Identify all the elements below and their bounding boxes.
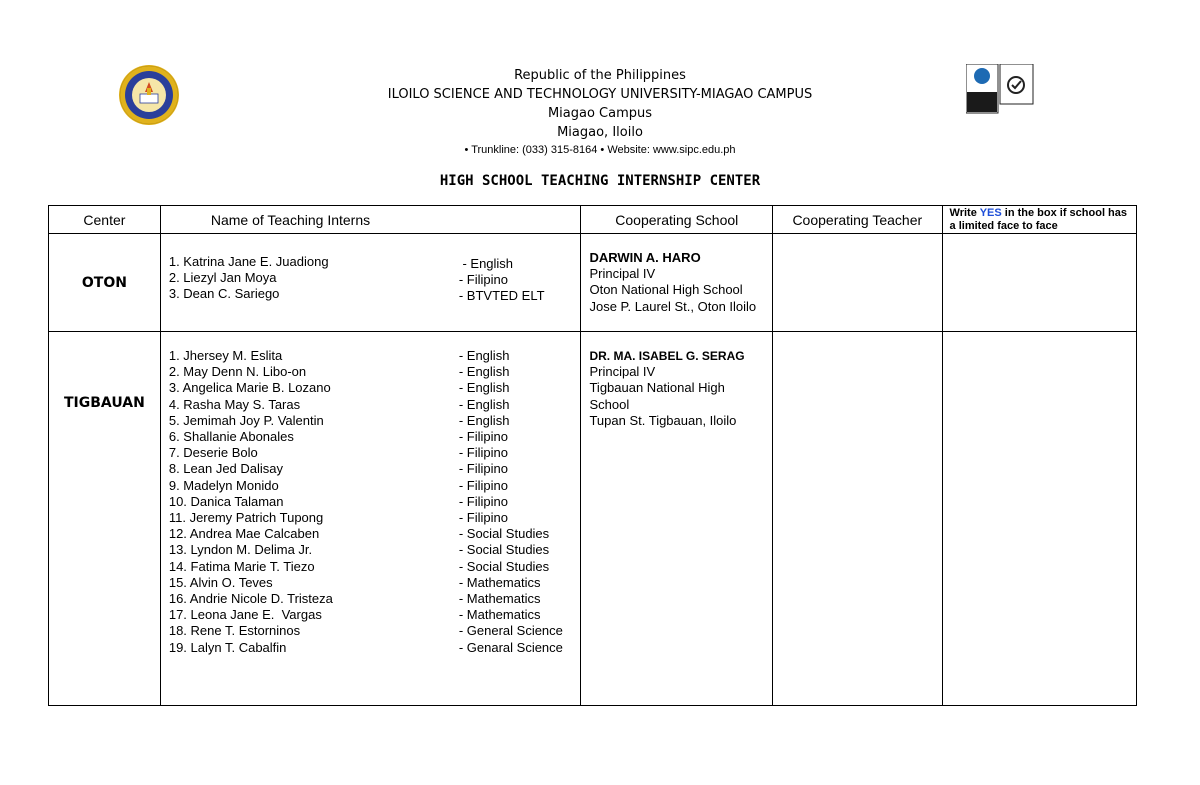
- page-title: HIGH SCHOOL TEACHING INTERNSHIP CENTER: [439, 173, 761, 189]
- limited-f2f-cell[interactable]: [942, 332, 1136, 706]
- intern-subject: - Filipino: [458, 493, 508, 509]
- header-contact: • Trunkline: (033) 315-8164 • Website: www.sipc.edu.ph: [464, 144, 736, 156]
- intern-item: [169, 623, 573, 639]
- intern-name: 3. Dean C. Sariego: [168, 286, 280, 302]
- intern-name: 7. Deserie Bolo: [168, 445, 258, 461]
- header-limited-f2f: [942, 206, 1136, 234]
- intern-name: 19. Lalyn T. Cabalfin: [168, 639, 287, 655]
- intern-item: [169, 445, 573, 461]
- intern-name: 12. Andrea Mae Calcaben: [168, 526, 320, 542]
- limited-f2f-cell[interactable]: [942, 234, 1136, 332]
- header-names: [160, 206, 581, 234]
- intern-subject: - Filipino: [458, 461, 508, 477]
- intern-item: [169, 526, 573, 542]
- header-location: Miagao, Iloilo: [557, 125, 643, 140]
- header-school: Cooperating School: [581, 206, 773, 234]
- intern-name: 6. Shallanie Abonales: [168, 429, 294, 445]
- document-header: [0, 66, 1200, 158]
- intern-subject: - Filipino: [458, 272, 508, 288]
- intern-subject: - English: [458, 348, 510, 363]
- intern-name: 17. Leona Jane E. Vargas: [168, 607, 322, 623]
- header-republic: Republic of the Philippines: [514, 68, 686, 83]
- intern-name: 2. Liezyl Jan Moya: [168, 270, 277, 286]
- intern-item: [169, 286, 573, 302]
- intern-subject: - Filipino: [458, 510, 508, 526]
- intern-item: [169, 494, 573, 510]
- intern-item: [169, 461, 573, 477]
- internship-table: [48, 205, 1137, 706]
- intern-item: [169, 380, 573, 396]
- intern-subject: - Filipino: [458, 477, 508, 493]
- intern-name: 13. Lyndon M. Delima Jr.: [168, 542, 313, 558]
- intern-item: [169, 607, 573, 623]
- teacher-cell[interactable]: [773, 234, 942, 332]
- school-line: Principal IV: [589, 364, 656, 380]
- header-yes-pre: Write: [949, 207, 980, 219]
- intern-subject: - English: [458, 256, 514, 271]
- intern-item: [169, 640, 573, 656]
- teacher-cell[interactable]: [773, 332, 942, 706]
- interns-cell: [160, 234, 581, 332]
- school-cell: [581, 332, 773, 706]
- intern-item: [169, 429, 573, 445]
- intern-subject: - Social Studies: [458, 526, 550, 542]
- intern-subject: - English: [458, 396, 510, 412]
- school-line: Jose P. Laurel St., Oton Iloilo: [589, 298, 757, 314]
- table-row: [49, 234, 1137, 332]
- intern-name: 1. Jhersey M. Eslita: [168, 348, 283, 363]
- intern-item: [169, 270, 573, 286]
- center-cell: [49, 332, 161, 706]
- intern-subject: - BTVTED ELT: [458, 288, 545, 304]
- table-row: [49, 332, 1137, 706]
- intern-item: [169, 254, 573, 270]
- intern-name: 18. Rene T. Estorninos: [168, 623, 301, 639]
- school-line: Tigbauan National High: [589, 380, 725, 396]
- interns-cell: [160, 332, 581, 706]
- school-line: Principal IV: [589, 266, 656, 282]
- intern-subject: - Filipino: [458, 445, 508, 461]
- school-principal-name: DARWIN A. HARO: [589, 250, 701, 265]
- intern-item: [169, 364, 573, 380]
- intern-name: 10. Danica Talaman: [168, 493, 284, 509]
- intern-name: 3. Angelica Marie B. Lozano: [168, 380, 331, 396]
- header-names-label: Name of Teaching Interns: [210, 211, 371, 228]
- center-oton: OTON: [49, 234, 161, 332]
- intern-name: 16. Andrie Nicole D. Tristeza: [168, 591, 333, 607]
- intern-item: [169, 510, 573, 526]
- intern-subject: - Genaral Science: [458, 639, 563, 655]
- table-header-row: [49, 206, 1137, 234]
- intern-name: 2. May Denn N. Libo-on: [168, 364, 307, 380]
- school-line: School: [589, 396, 630, 412]
- header-yes-word: YES: [979, 207, 1002, 219]
- intern-item: [169, 591, 573, 607]
- intern-subject: - English: [458, 380, 510, 396]
- header-campus: Miagao Campus: [547, 106, 653, 121]
- intern-subject: - English: [458, 412, 510, 428]
- school-line: Oton National High School: [589, 282, 743, 298]
- school-line: Tupan St. Tigbauan, Iloilo: [589, 412, 737, 428]
- header-yes-post: in the box if school has a limited face to face: [949, 207, 1128, 232]
- intern-item: [169, 413, 573, 429]
- intern-name: 8. Lean Jed Dalisay: [168, 461, 284, 477]
- intern-name: 15. Alvin O. Teves: [168, 574, 273, 590]
- intern-name: 14. Fatima Marie T. Tiezo: [168, 558, 315, 574]
- intern-item: [169, 397, 573, 413]
- header-center: Center: [49, 206, 161, 234]
- intern-item: [169, 478, 573, 494]
- intern-subject: - Mathematics: [458, 591, 541, 607]
- intern-item: [169, 348, 573, 364]
- intern-subject: - English: [458, 364, 510, 380]
- intern-name: 11. Jeremy Patrich Tupong: [168, 510, 324, 526]
- intern-subject: - Social Studies: [458, 542, 550, 558]
- intern-subject: - General Science: [458, 623, 563, 639]
- intern-name: 9. Madelyn Monido: [168, 477, 279, 493]
- intern-name: 4. Rasha May S. Taras: [168, 396, 301, 412]
- school-principal-name: DR. MA. ISABEL G. SERAG: [589, 349, 745, 363]
- intern-item: [169, 575, 573, 591]
- intern-subject: - Filipino: [458, 429, 508, 445]
- school-cell: [581, 234, 773, 332]
- intern-item: [169, 542, 573, 558]
- intern-name: 5. Jemimah Joy P. Valentin: [168, 412, 324, 428]
- header-university: ILOILO SCIENCE AND TECHNOLOGY UNIVERSITY-MIAGAO CAMPUS: [387, 87, 813, 102]
- intern-subject: - Social Studies: [458, 558, 550, 574]
- intern-subject: - Mathematics: [458, 574, 541, 590]
- intern-name: 1. Katrina Jane E. Juadiong: [168, 254, 329, 269]
- header-teacher: Cooperating Teacher: [773, 206, 942, 234]
- intern-item: [169, 559, 573, 575]
- center-tigbauan: TIGBAUAN: [64, 395, 145, 411]
- intern-subject: - Mathematics: [458, 607, 541, 623]
